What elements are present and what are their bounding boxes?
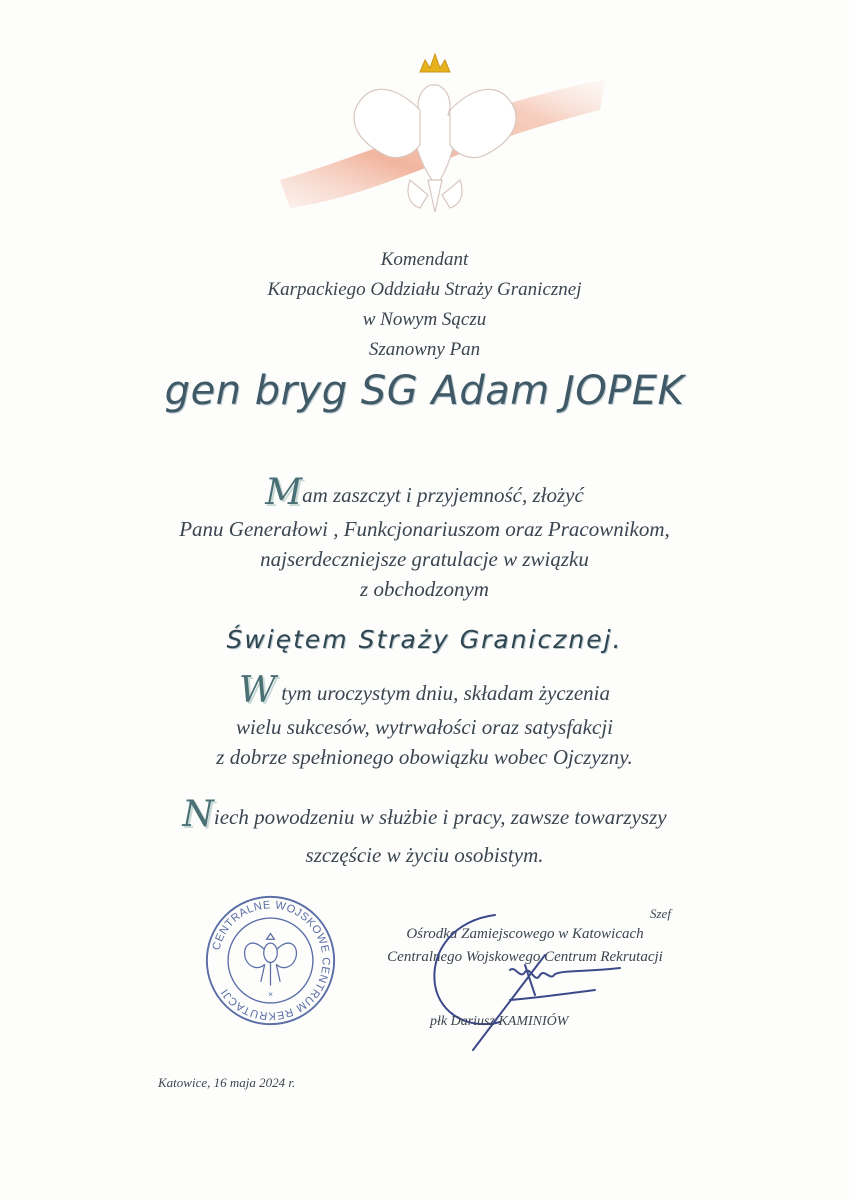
- paragraph-closing: [0, 794, 849, 870]
- polish-eagle-emblem: [270, 40, 610, 220]
- signatory-name: płk Dariusz KAMINIÓW: [430, 1014, 569, 1029]
- paragraph-line: Panu Generałowi , Funkcjonariuszom oraz Pracownikom,: [179, 517, 670, 541]
- addressee-line: Komendant: [380, 249, 469, 270]
- paragraph-wishes: [0, 670, 849, 772]
- addressee-line: w Nowym Sączu: [362, 309, 487, 330]
- paragraph-line: wielu sukcesów, wytrwałości oraz satysfakcji: [236, 715, 613, 739]
- official-stamp: [203, 893, 338, 1028]
- stamp-eagle-icon: [245, 934, 297, 986]
- paragraph-congratulations: [0, 472, 849, 604]
- stamp-text: CENTRALNE WOJSKOWE CENTRUM REKRUTACJI: [210, 899, 332, 1022]
- addressee-block: [0, 245, 849, 365]
- addressee-line: Karpackiego Oddziału Straży Granicznej: [267, 279, 582, 300]
- svg-text:×: ×: [267, 989, 274, 1000]
- recipient-name: gen bryg SG Adam JOPEK: [164, 368, 685, 414]
- signature-title: Szef: [650, 906, 671, 921]
- place-and-date: Katowice, 16 maja 2024 r.: [158, 1075, 296, 1090]
- crown-icon: [420, 54, 450, 72]
- paragraph-line: szczęście w życiu osobistym.: [305, 843, 544, 867]
- paragraph-line: [0, 794, 849, 835]
- paragraph-text: am zaszczyt i przyjemność, złożyć: [302, 483, 584, 507]
- paragraph-line: z obchodzonym: [360, 577, 489, 601]
- handwritten-signature: [425, 910, 635, 1055]
- paragraph-line: [0, 472, 849, 513]
- signature-title: Ośrodka Zamiejscowego w Katowicach: [406, 926, 644, 942]
- eagle-icon: [354, 85, 516, 212]
- signature-title: Centralnego Wojskowego Centrum Rekrutacji: [387, 949, 663, 965]
- paragraph-text: tym uroczystym dniu, składam życzenia: [276, 681, 610, 705]
- addressee-line: Szanowny Pan: [368, 339, 481, 360]
- paragraph-line: z dobrze spełnionego obowiązku wobec Ojczyzny.: [216, 745, 633, 769]
- holiday-name: Świętem Straży Granicznej.: [226, 625, 623, 654]
- decorative-initial: W: [238, 670, 276, 711]
- paragraph-line: najserdeczniejsze gratulacje w związku: [260, 547, 589, 571]
- paragraph-line: [0, 670, 849, 711]
- decorative-initial: N: [182, 794, 214, 835]
- decorative-initial: M: [265, 472, 303, 513]
- paragraph-text: iech powodzeniu w służbie i pracy, zawsze towarzyszy: [213, 805, 667, 829]
